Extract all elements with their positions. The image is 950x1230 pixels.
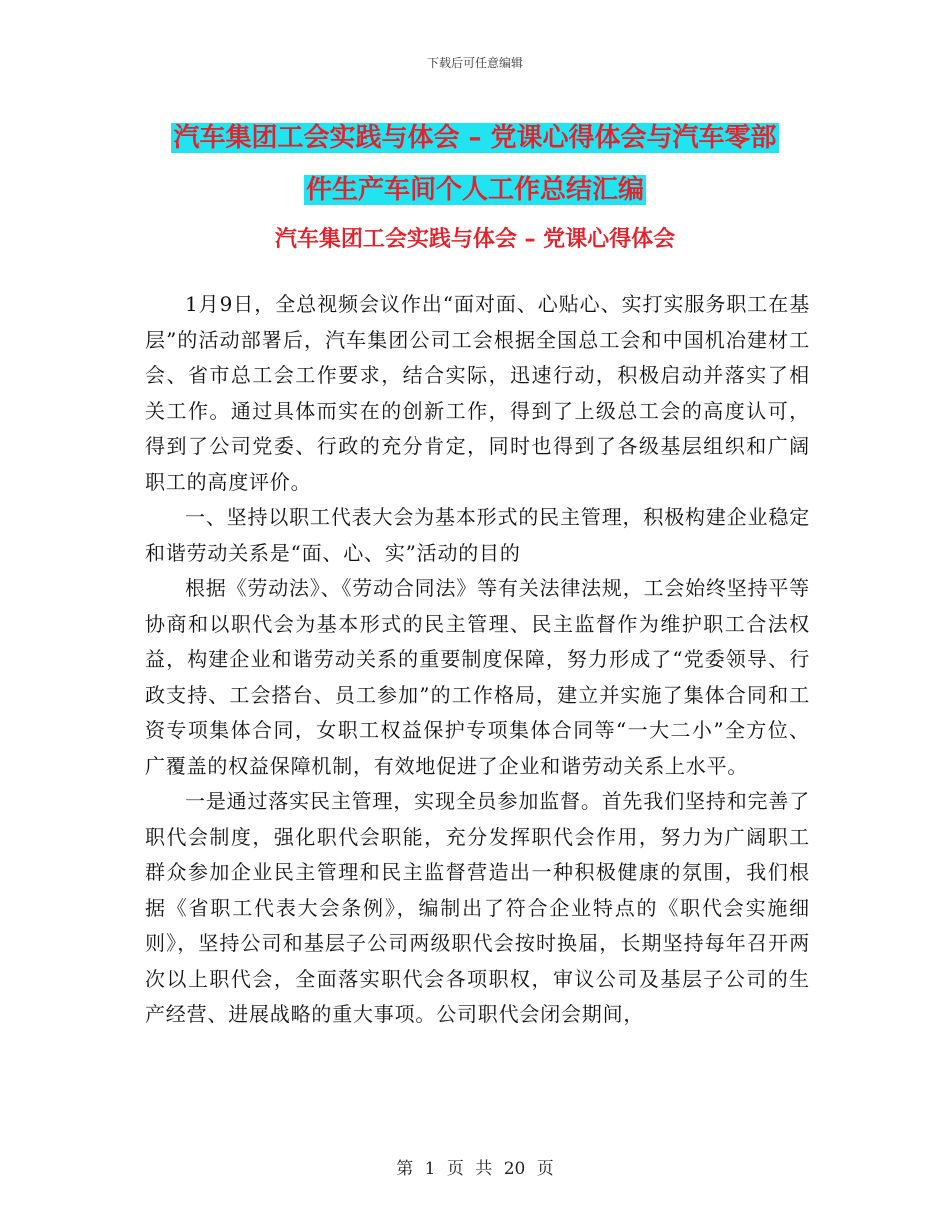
page-footer: 第 1 页 共 20 页 — [396, 1159, 554, 1179]
paragraph: 1月9日，全总视频会议作出“面对面、心贴心、实打实服务职工在基层”的活动部署后，汽车集团公司工会根据全国总工会和中国机冶建材工会、省市总工会工作要求，结合实际，迅速行动，积极启动并落实了相关工作。通过具体而实在的创新工作，得到了上级总工会的高度认可，得到了公司党委、行政的充分肯定，同时也得到了各级基层组织和广阔职工的高度评价。 — [145, 292, 810, 494]
title-line-2: 件生产车间个人工作总结汇编 — [305, 175, 644, 205]
body-text — [145, 287, 810, 1033]
section-subtitle: 汽车集团工会实践与体会 – 党课心得体会 — [274, 227, 676, 252]
paragraph: 一是通过落实民主管理，实现全员参加监督。首先我们坚持和完善了职代会制度，强化职代会职能，充分发挥职代会作用，努力为广阔职工群众参加企业民主管理和民主监督营造出一种积极健康的氛围，我们根据《省职工代表大会条例》，编制出了符合企业特点的《职代会实施细则》，坚持公司和基层子公司两级职代会按时换届，长期坚持每年召开两次以上职代会，全面落实职代会各项职权，审议公司及基层子公司的生产经营、进展战略的重大事项。公司职代会闭会期间， — [145, 789, 810, 1026]
title-line-1: 汽车集团工会实践与体会 – 党课心得体会与汽车零部 — [173, 123, 777, 153]
paragraph: 根据《劳动法》、《劳动合同法》等有关法律法规，工会始终坚持平等协商和以职代会为基本形式的民主管理、民主监督作为维护职工合法权益，构建企业和谐劳动关系的重要制度保障，努力形成了“党委领导、行政支持、工会搭台、员工参加”的工作格局，建立并实施了集体合同和工资专项集体合同，女职工权益保护专项集体合同等“一大二小”全方位、广覆盖的权益保障机制，有效地促进了企业和谐劳动关系上水平。 — [145, 576, 810, 778]
document-title — [120, 112, 830, 216]
paragraph: 一、坚持以职工代表大会为基本形式的民主管理，积极构建企业稳定和谐劳动关系是“面、心、实”活动的目的 — [145, 505, 810, 565]
header-note: 下载后可任意编辑 — [426, 56, 523, 70]
